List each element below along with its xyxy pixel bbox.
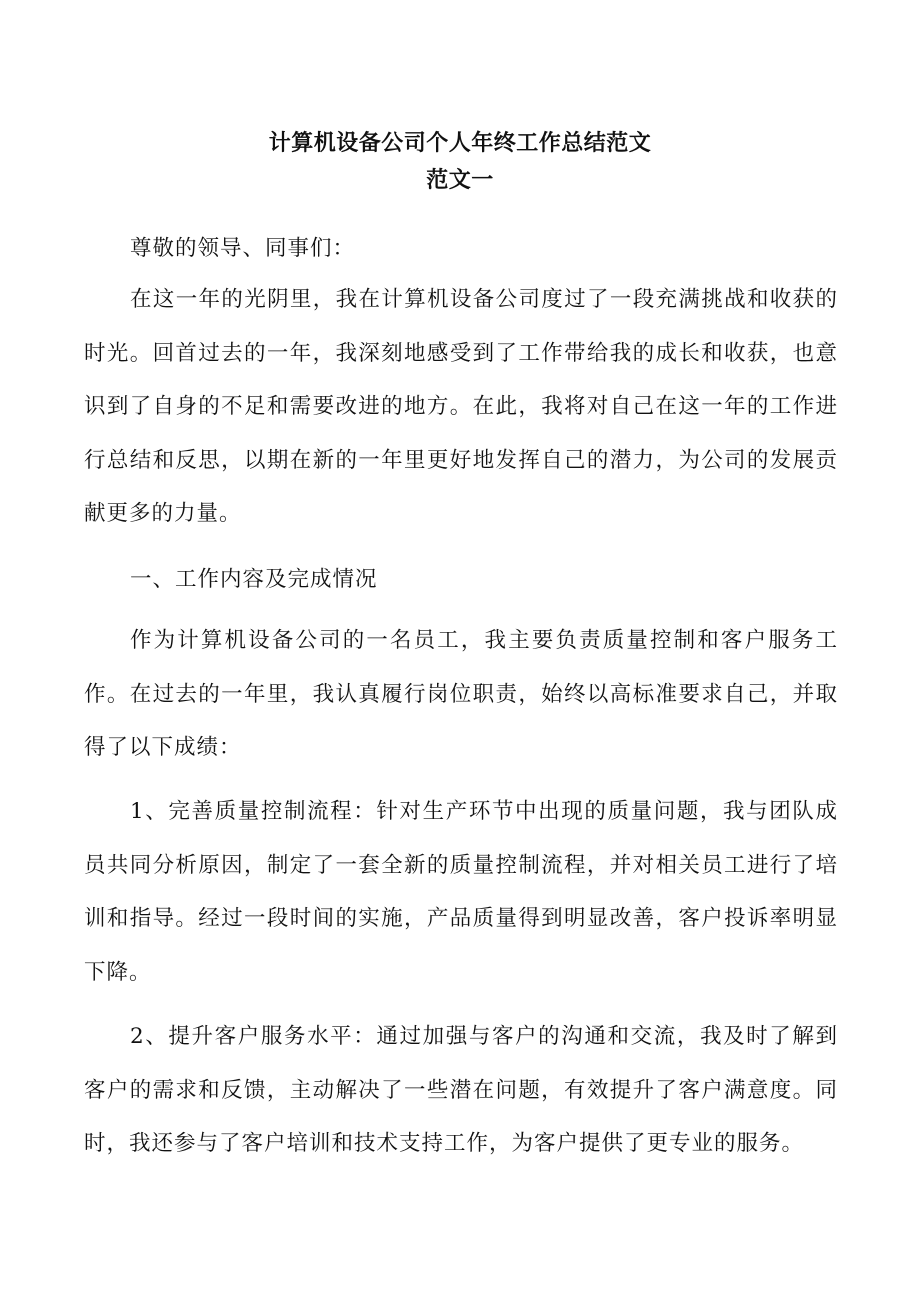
list-item-1: 1、完善质量控制流程：针对生产环节中出现的质量问题，我与团队成员共同分析原因，制定了一套全新的质量控制流程，并对相关员工进行了培训和指导。经过一段时间的实施，产品质量得到明显改善，客户投诉率明显下降。 xyxy=(84,799,838,985)
list-item-2: 2、提升客户服务水平：通过加强与客户的沟通和交流，我及时了解到客户的需求和反馈，主动解决了一些潜在问题，有效提升了客户满意度。同时，我还参与了客户培训和技术支持工作，为客户提供了更专业的服务。 xyxy=(84,1024,838,1157)
intro-paragraph: 在这一年的光阴里，我在计算机设备公司度过了一段充满挑战和收获的时光。回首过去的一年，我深刻地感受到了工作带给我的成长和收获，也意识到了自身的不足和需要改进的地方。在此，我将对自己在这一年的工作进行总结和反思，以期在新的一年里更好地发挥自己的潜力，为公司的发展贡献更多的力量。 xyxy=(84,287,838,527)
greeting-paragraph: 尊敬的领导、同事们： xyxy=(130,236,356,261)
document-title: 计算机设备公司个人年终工作总结范文 xyxy=(268,131,652,156)
section-body-paragraph: 作为计算机设备公司的一名员工，我主要负责质量控制和客户服务工作。在过去的一年里，我认真履行岗位职责，始终以高标准要求自己，并取得了以下成绩： xyxy=(84,628,838,761)
document-subtitle: 范文一 xyxy=(426,168,494,193)
section-heading: 一、工作内容及完成情况 xyxy=(130,567,378,592)
